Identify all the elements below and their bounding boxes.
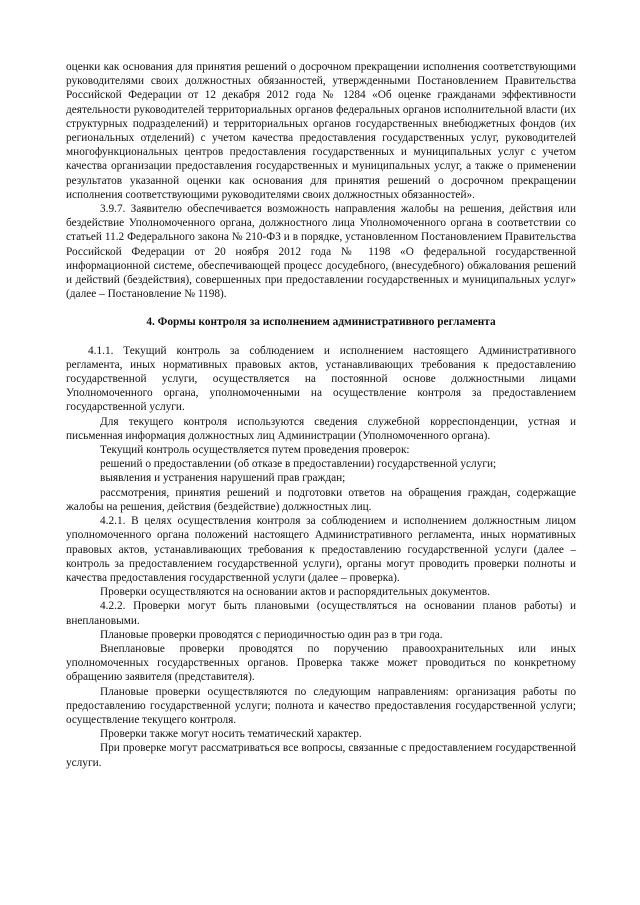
paragraph-planned-directions: Плановые проверки осуществляются по следующим направлениям: организация работы по предоставлению государственной услуги; полнота и качество предоставления государственной услуги; осуществление текущего контроля. [66,685,576,726]
paragraph-current-control-method: Текущий контроль осуществляется путем проведения проверок: [100,444,410,457]
section-heading: 4. Формы контроля за исполнением административного регламента [146,316,496,329]
paragraph-planned-periodicity: Плановые проверки проводятся с периодичностью один раз в три года. [100,628,443,641]
paragraph-4-2-1: 4.2.1. В целях осуществления контроля за соблюдением и исполнением должностным лицом уполномоченного органа положений настоящего Административного регламента, иных нормативных правовых актов, устанавливающих требования к предоставлению государственной услуги (далее – контроль за предоставлением государственной услуги), органы могут проводить проверки полноты и качества предоставления государственной услуги (далее – проверка). [66,515,576,584]
paragraph-current-control-sources: Для текущего контроля используются сведения служебной корреспонденции, устная и письменная информация должностных лиц Администрации (Уполномоченного органа). [66,415,576,442]
paragraph-check-violations: выявления и устранения нарушений прав граждан; [100,472,346,485]
paragraph-4-2-2: 4.2.2. Проверки могут быть плановыми (осуществляться на основании планов работы) и внеплановыми. [66,600,576,627]
paragraph-4-1-1: 4.1.1. Текущий контроль за соблюдением и исполнением настоящего Административного регламента, иных нормативных правовых актов, устанавливающих требования к предоставлению государственной услуги, осуществляется на постоянной основе должностными лицами Уполномоченного органа, уполномоченными на осуществление контроля за предоставлением государственной услуги. [66,344,576,414]
paragraph-unplanned-checks: Внеплановые проверки проводятся по поручению правоохранительных или иных уполномоченных государственных органов. Проверка также может проводиться по конкретному обращению заявителя (представителя). [66,642,576,684]
paragraph-checks-basis: Проверки осуществляются на основании актов и распорядительных документов. [100,586,490,599]
paragraph-3-9-7: 3.9.7. Заявителю обеспечивается возможность направления жалобы на решения, действия или бездействие Уполномоченного органа, должностного лица Уполномоченного органа в соответствии со статьей 11.2 Федерального закона № 210-ФЗ и в порядке, установленном Постановлением Правительства Российской Федерации от 20 ноября 2012 года № 1198 «О федеральной государственной информационной системе, обеспечивающей процесс досудебного, (внесудебного) обжалования решений и действий (бездействия), совершенных при предоставлении государственных и муниципальных услуг» (далее – Постановление № 1198). [66,203,576,301]
paragraph-check-complaints: рассмотрения, принятия решений и подготовки ответов на обращения граждан, содержащие жалобы на решения, действия (бездействие) должностных лиц. [66,486,576,513]
paragraph-assessment-continuation: оценки как основания для принятия решений о досрочном прекращении исполнения соответствующими руководителями своих должностных обязанностей, утвержденными Постановлением Правительства Российской Федерации от 12 декабря 2012 года № 1284 «Об оценке гражданами эффективности деятельности руководителей территориальных органов федеральных органов исполнительной власти (их структурных подразделений) и территориальных органов государственных внебюджетных фондов (их региональных отделений) с учетом качества предоставления государственных услуг, руководителей многофункциональных центров предоставления государственных и муниципальных услуг с учетом качества организации предоставления государственных и муниципальных услуг, а также о применении результатов указанной оценки как основания для принятия решений о досрочном прекращении исполнения соответствующими руководителями своих должностных обязанностей». [66,61,576,201]
paragraph-check-decisions: решений о предоставлении (об отказе в предоставлении) государственной услуги; [100,458,497,471]
document-page [66,60,576,770]
paragraph-thematic-checks: Проверки также могут носить тематический характер. [100,728,362,741]
paragraph-check-questions: При проверке могут рассматриваться все вопросы, связанные с предоставлением государственной услуги. [66,742,576,769]
